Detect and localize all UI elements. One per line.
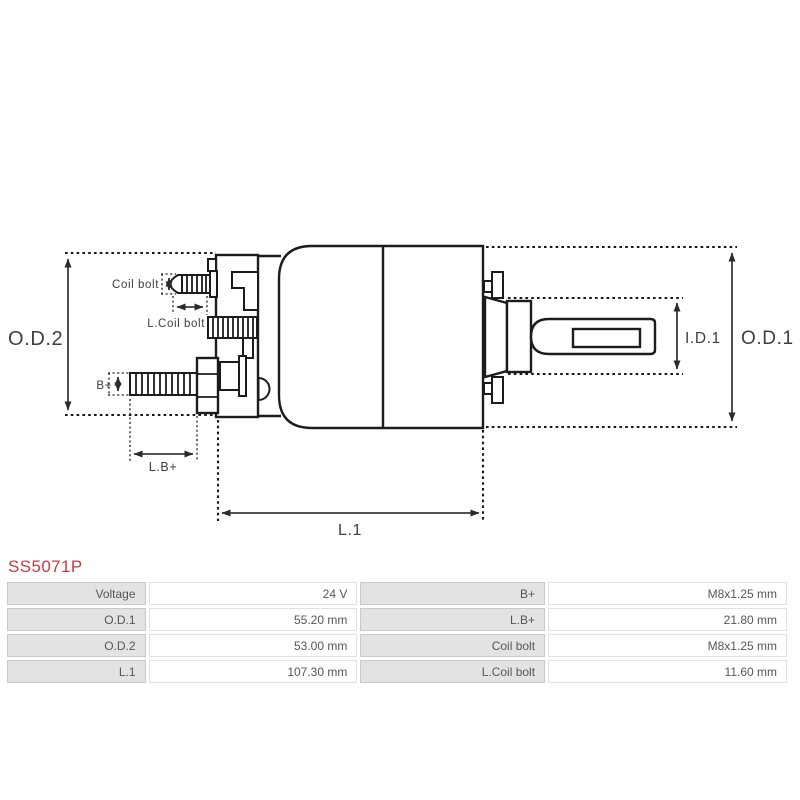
spec-value-cell: 55.20 mm — [149, 608, 358, 631]
spec-value-cell: 107.30 mm — [149, 660, 358, 683]
dim-label-od1: O.D.1 — [741, 328, 794, 349]
coil-bolt-tip — [170, 275, 182, 293]
spec-label-cell: L.B+ — [360, 608, 545, 631]
spacer — [220, 362, 239, 390]
dim-label-l1: L.1 — [337, 522, 363, 539]
product-code: SS5071P — [8, 557, 83, 576]
spec-row — [7, 608, 787, 631]
coil-terminal-stud — [208, 317, 257, 338]
coil-bolt — [170, 271, 217, 297]
spec-row — [7, 660, 787, 683]
plunger-shaft — [485, 297, 655, 377]
spec-label-cell: Voltage — [7, 582, 146, 605]
spec-label-cell: O.D.2 — [7, 634, 146, 657]
dim-label-b-plus: B+ — [96, 380, 112, 392]
dim-label-od2: O.D.2 — [8, 328, 64, 350]
spec-label-cell: L.1 — [7, 660, 146, 683]
spec-value-cell: 53.00 mm — [149, 634, 358, 657]
spec-label-cell: L.Coil bolt — [360, 660, 545, 683]
dim-label-l-b-plus: L.B+ — [148, 460, 178, 474]
spec-value-cell: 21.80 mm — [548, 608, 787, 631]
dim-label-coil-bolt: Coil bolt — [112, 279, 159, 291]
shaft-slot — [573, 329, 640, 347]
spec-value-cell: 11.60 mm — [548, 660, 787, 683]
dim-label-l-coil-bolt: L.Coil bolt — [147, 318, 205, 330]
spec-label-cell: O.D.1 — [7, 608, 146, 631]
spec-value-cell: M8x1.25 mm — [548, 634, 787, 657]
spec-value-cell: 24 V — [149, 582, 358, 605]
spec-table — [4, 579, 790, 686]
spec-row — [7, 582, 787, 605]
hex-nut — [197, 358, 218, 413]
spec-row — [7, 634, 787, 657]
solenoid-body — [279, 246, 483, 428]
plate-boss — [259, 378, 270, 400]
spec-value-cell: M8x1.25 mm — [548, 582, 787, 605]
flange — [239, 356, 246, 396]
spec-label-cell: Coil bolt — [360, 634, 545, 657]
dim-label-id1: I.D.1 — [685, 330, 721, 347]
spec-label-cell: B+ — [360, 582, 545, 605]
plate-tab — [208, 259, 216, 271]
